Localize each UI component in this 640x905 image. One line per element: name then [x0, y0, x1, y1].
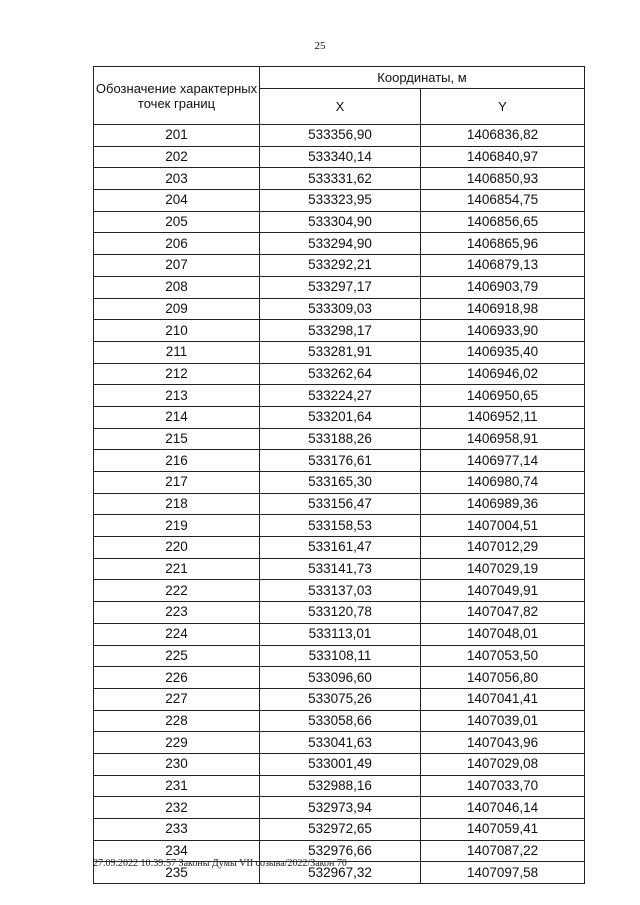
y-cell: 1407056,80	[421, 667, 585, 689]
y-cell: 1406836,82	[421, 125, 585, 147]
x-cell: 533309,03	[260, 298, 421, 320]
y-cell: 1406865,96	[421, 233, 585, 255]
y-cell: 1407012,29	[421, 537, 585, 559]
x-cell: 533297,17	[260, 276, 421, 298]
y-cell: 1407087,22	[421, 840, 585, 862]
table-row	[94, 558, 585, 580]
point-cell: 224	[94, 623, 260, 645]
x-cell: 533161,47	[260, 537, 421, 559]
point-cell: 218	[94, 493, 260, 515]
coordinates-table	[93, 66, 585, 884]
y-cell: 1407048,01	[421, 623, 585, 645]
y-cell: 1406950,65	[421, 385, 585, 407]
table-row	[94, 753, 585, 775]
x-cell: 533041,63	[260, 732, 421, 754]
point-cell: 213	[94, 385, 260, 407]
header-x: X	[260, 89, 421, 125]
table-row	[94, 190, 585, 212]
point-cell: 201	[94, 125, 260, 147]
point-cell: 233	[94, 819, 260, 841]
y-cell: 1406946,02	[421, 363, 585, 385]
point-cell: 215	[94, 428, 260, 450]
x-cell: 533137,03	[260, 580, 421, 602]
x-cell: 533108,11	[260, 645, 421, 667]
x-cell: 533165,30	[260, 472, 421, 494]
header-y: Y	[421, 89, 585, 125]
y-cell: 1407049,91	[421, 580, 585, 602]
y-cell: 1406856,65	[421, 211, 585, 233]
point-cell: 231	[94, 775, 260, 797]
y-cell: 1406850,93	[421, 168, 585, 190]
y-cell: 1406935,40	[421, 341, 585, 363]
x-cell: 533323,95	[260, 190, 421, 212]
y-cell: 1407029,19	[421, 558, 585, 580]
y-cell: 1406903,79	[421, 276, 585, 298]
x-cell: 532973,94	[260, 797, 421, 819]
header-coordinates: Координаты, м	[260, 67, 585, 89]
y-cell: 1406933,90	[421, 320, 585, 342]
table-row	[94, 406, 585, 428]
table-body	[94, 125, 585, 884]
y-cell: 1406980,74	[421, 472, 585, 494]
y-cell: 1406952,11	[421, 406, 585, 428]
y-cell: 1407053,50	[421, 645, 585, 667]
x-cell: 533304,90	[260, 211, 421, 233]
table-row	[94, 363, 585, 385]
y-cell: 1407046,14	[421, 797, 585, 819]
x-cell: 533356,90	[260, 125, 421, 147]
table-row	[94, 580, 585, 602]
table-row	[94, 320, 585, 342]
table-row	[94, 255, 585, 277]
x-cell: 533331,62	[260, 168, 421, 190]
point-cell: 210	[94, 320, 260, 342]
table-row	[94, 602, 585, 624]
table-row	[94, 428, 585, 450]
table-row	[94, 515, 585, 537]
header-designation: Обозначение характерных точек границ	[94, 67, 260, 125]
x-cell: 533058,66	[260, 710, 421, 732]
table-row	[94, 537, 585, 559]
table-row	[94, 688, 585, 710]
point-cell: 205	[94, 211, 260, 233]
x-cell: 532976,66	[260, 840, 421, 862]
x-cell: 533001,49	[260, 753, 421, 775]
y-cell: 1406989,36	[421, 493, 585, 515]
x-cell: 533294,90	[260, 233, 421, 255]
point-cell: 221	[94, 558, 260, 580]
point-cell: 229	[94, 732, 260, 754]
x-cell: 533340,14	[260, 146, 421, 168]
x-cell: 533096,60	[260, 667, 421, 689]
point-cell: 217	[94, 472, 260, 494]
y-cell: 1406854,75	[421, 190, 585, 212]
point-cell: 228	[94, 710, 260, 732]
point-cell: 225	[94, 645, 260, 667]
table-row	[94, 775, 585, 797]
y-cell: 1407043,96	[421, 732, 585, 754]
x-cell: 533201,64	[260, 406, 421, 428]
table-row	[94, 125, 585, 147]
point-cell: 223	[94, 602, 260, 624]
x-cell: 533113,01	[260, 623, 421, 645]
table-row	[94, 667, 585, 689]
point-cell: 207	[94, 255, 260, 277]
x-cell: 533298,17	[260, 320, 421, 342]
point-cell: 206	[94, 233, 260, 255]
x-cell: 533176,61	[260, 450, 421, 472]
table-row	[94, 146, 585, 168]
point-cell: 232	[94, 797, 260, 819]
point-cell: 230	[94, 753, 260, 775]
y-cell: 1406958,91	[421, 428, 585, 450]
point-cell: 226	[94, 667, 260, 689]
point-cell: 214	[94, 406, 260, 428]
table-row	[94, 298, 585, 320]
table-row	[94, 732, 585, 754]
y-cell: 1406918,98	[421, 298, 585, 320]
table-row	[94, 211, 585, 233]
table-row	[94, 168, 585, 190]
x-cell: 532972,65	[260, 819, 421, 841]
y-cell: 1407004,51	[421, 515, 585, 537]
table-header	[94, 67, 585, 125]
point-cell: 212	[94, 363, 260, 385]
point-cell: 204	[94, 190, 260, 212]
y-cell: 1406977,14	[421, 450, 585, 472]
point-cell: 234	[94, 840, 260, 862]
y-cell: 1407047,82	[421, 602, 585, 624]
point-cell: 209	[94, 298, 260, 320]
table-row	[94, 493, 585, 515]
y-cell: 1406840,97	[421, 146, 585, 168]
table-row	[94, 645, 585, 667]
x-cell: 533141,73	[260, 558, 421, 580]
table-row	[94, 623, 585, 645]
point-cell: 220	[94, 537, 260, 559]
y-cell: 1406879,13	[421, 255, 585, 277]
point-cell: 203	[94, 168, 260, 190]
x-cell: 533292,21	[260, 255, 421, 277]
y-cell: 1407029,08	[421, 753, 585, 775]
y-cell: 1407041,41	[421, 688, 585, 710]
x-cell: 532988,16	[260, 775, 421, 797]
point-cell: 208	[94, 276, 260, 298]
page-number: 25	[314, 40, 326, 52]
table-row	[94, 797, 585, 819]
table-row	[94, 710, 585, 732]
table-row	[94, 385, 585, 407]
point-cell: 211	[94, 341, 260, 363]
y-cell: 1407033,70	[421, 775, 585, 797]
x-cell: 533120,78	[260, 602, 421, 624]
x-cell: 533156,47	[260, 493, 421, 515]
table-row	[94, 276, 585, 298]
point-cell: 216	[94, 450, 260, 472]
point-cell: 219	[94, 515, 260, 537]
point-cell: 202	[94, 146, 260, 168]
y-cell: 1407059,41	[421, 819, 585, 841]
x-cell: 533075,26	[260, 688, 421, 710]
x-cell: 532967,32	[260, 862, 421, 884]
point-cell: 222	[94, 580, 260, 602]
x-cell: 533158,53	[260, 515, 421, 537]
x-cell: 533281,91	[260, 341, 421, 363]
x-cell: 533262,64	[260, 363, 421, 385]
point-cell: 227	[94, 688, 260, 710]
x-cell: 533224,27	[260, 385, 421, 407]
y-cell: 1407097,58	[421, 862, 585, 884]
table-row	[94, 450, 585, 472]
table-row	[94, 233, 585, 255]
footer-stamp: 27.09.2022 10:39:57 Законы Думы VII созыва/2022/Закон 70	[93, 858, 347, 869]
table-row	[94, 341, 585, 363]
table-row	[94, 819, 585, 841]
point-cell: 235	[94, 862, 260, 884]
x-cell: 533188,26	[260, 428, 421, 450]
table-row	[94, 472, 585, 494]
y-cell: 1407039,01	[421, 710, 585, 732]
